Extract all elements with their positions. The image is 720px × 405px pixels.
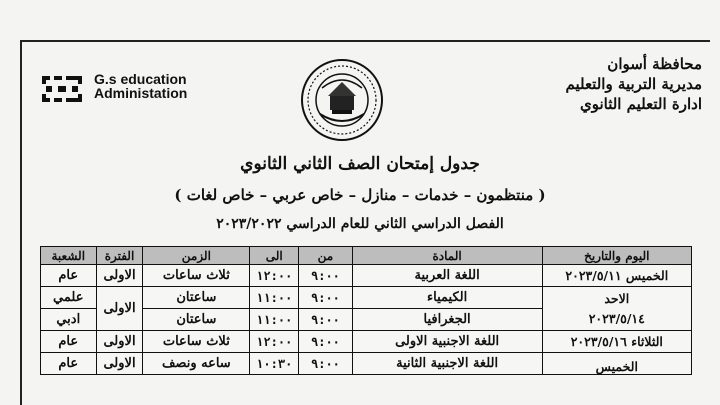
section-cell: ادبي <box>41 309 97 331</box>
duration-cell: ثلاث ساعات <box>143 265 250 287</box>
day-date-cell: الثلاثاء ٢٠٢٣/٥/١٦ <box>542 331 691 353</box>
header-duration: الزمن <box>143 247 250 265</box>
section-cell: عام <box>41 353 97 375</box>
subject-cell: الجغرافيا <box>352 309 542 331</box>
duration-cell: ساعه ونصف <box>143 353 250 375</box>
from-cell: ٩:٠٠ <box>299 309 352 331</box>
from-cell: ٩:٠٠ <box>299 331 352 353</box>
header-period: الفترة <box>96 247 143 265</box>
student-categories: ( منتظمون – خدمات – منازل – خاص عربي – خاص لغات ) <box>174 186 546 204</box>
logo-pattern-icon <box>40 74 84 104</box>
to-cell: ١١:٠٠ <box>250 309 299 331</box>
day-date-cell <box>542 287 691 331</box>
to-cell: ١٢:٠٠ <box>250 265 299 287</box>
header-day-date: اليوم والتاريخ <box>542 247 691 265</box>
day-date-cell: الخميس ٢٠٢٣/٥/١١ <box>542 265 691 287</box>
ministry-seal-icon <box>300 58 384 142</box>
duration-cell: ثلاث ساعات <box>143 331 250 353</box>
governorate-line: محافظة أسوان <box>607 55 702 73</box>
duration-cell: ساعتان <box>143 287 250 309</box>
from-cell: ٩:٠٠ <box>299 265 352 287</box>
subject-cell: الكيمياء <box>352 287 542 309</box>
table-row <box>41 265 692 287</box>
duration-cell: ساعتان <box>143 309 250 331</box>
period-cell: الاولى <box>96 287 143 331</box>
period-cell: الاولى <box>96 353 143 375</box>
directorate-line: مديرية التربية والتعليم <box>565 75 702 93</box>
to-cell: ١٢:٠٠ <box>250 331 299 353</box>
period-cell: الاولى <box>96 265 143 287</box>
from-cell: ٩:٠٠ <box>299 287 352 309</box>
table-row <box>41 353 692 375</box>
header-from: من <box>299 247 352 265</box>
day-date-cell: الخميس <box>542 353 691 375</box>
governorate-header <box>512 54 702 114</box>
header-to: الى <box>250 247 299 265</box>
period-cell: الاولى <box>96 331 143 353</box>
table-row <box>41 287 692 309</box>
administration-line: ادارة التعليم الثانوي <box>579 95 702 113</box>
subject-cell: اللغة الاجنبية الثانية <box>352 353 542 375</box>
header-subject: المادة <box>352 247 542 265</box>
term-subtitle: الفصل الدراسي الثاني للعام الدراسي ٢٠٢٣/٢٠٢٢ <box>216 216 504 232</box>
table-row <box>41 331 692 353</box>
top-border-line <box>20 40 710 42</box>
day-date: ٢٠٢٣/٥/١٤ <box>588 310 645 326</box>
subject-cell: اللغة العربية <box>352 265 542 287</box>
header-section: الشعبة <box>41 247 97 265</box>
day-name: الاحد <box>604 290 630 306</box>
logo-line-1: G.s education <box>94 71 187 87</box>
from-cell: ٩:٠٠ <box>299 353 352 375</box>
subject-cell: اللغة الاجنبية الاولى <box>352 331 542 353</box>
section-cell: علمي <box>41 287 97 309</box>
section-cell: عام <box>41 331 97 353</box>
to-cell: ١٠:٣٠ <box>250 353 299 375</box>
table-header-row <box>41 247 692 265</box>
document-title: جدول إمتحان الصف الثاني الثانوي <box>240 154 480 174</box>
exam-schedule-table <box>40 246 692 375</box>
logo-text <box>94 72 187 100</box>
logo-line-2: Administation <box>94 85 188 101</box>
to-cell: ١١:٠٠ <box>250 287 299 309</box>
section-cell: عام <box>41 265 97 287</box>
